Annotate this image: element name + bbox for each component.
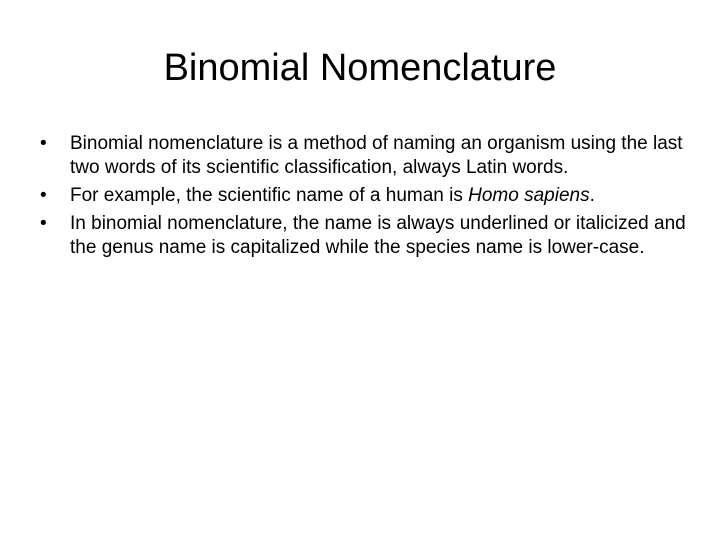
bullet-marker: •	[40, 185, 47, 206]
slide-title: Binomial Nomenclature	[163, 47, 557, 89]
bullet-item	[36, 184, 686, 208]
bullet-item	[36, 132, 686, 180]
bullet-marker: •	[40, 213, 47, 234]
bullet-text: In binomial nomenclature, the name is always underlined or italicized and the genus name is capitalized while the species name is lower-case.	[70, 213, 686, 258]
bullet-marker: •	[40, 133, 47, 154]
bullet-text: Binomial nomenclature is a method of naming an organism using the last two words of its scientific classification, always Latin words.	[70, 133, 683, 178]
bullet-item	[36, 212, 686, 260]
bullet-text: For example, the scientific name of a human is	[70, 185, 469, 206]
scientific-name: Homo sapiens	[468, 185, 590, 206]
bullet-text-end: .	[589, 185, 595, 206]
bullet-list	[36, 132, 686, 264]
